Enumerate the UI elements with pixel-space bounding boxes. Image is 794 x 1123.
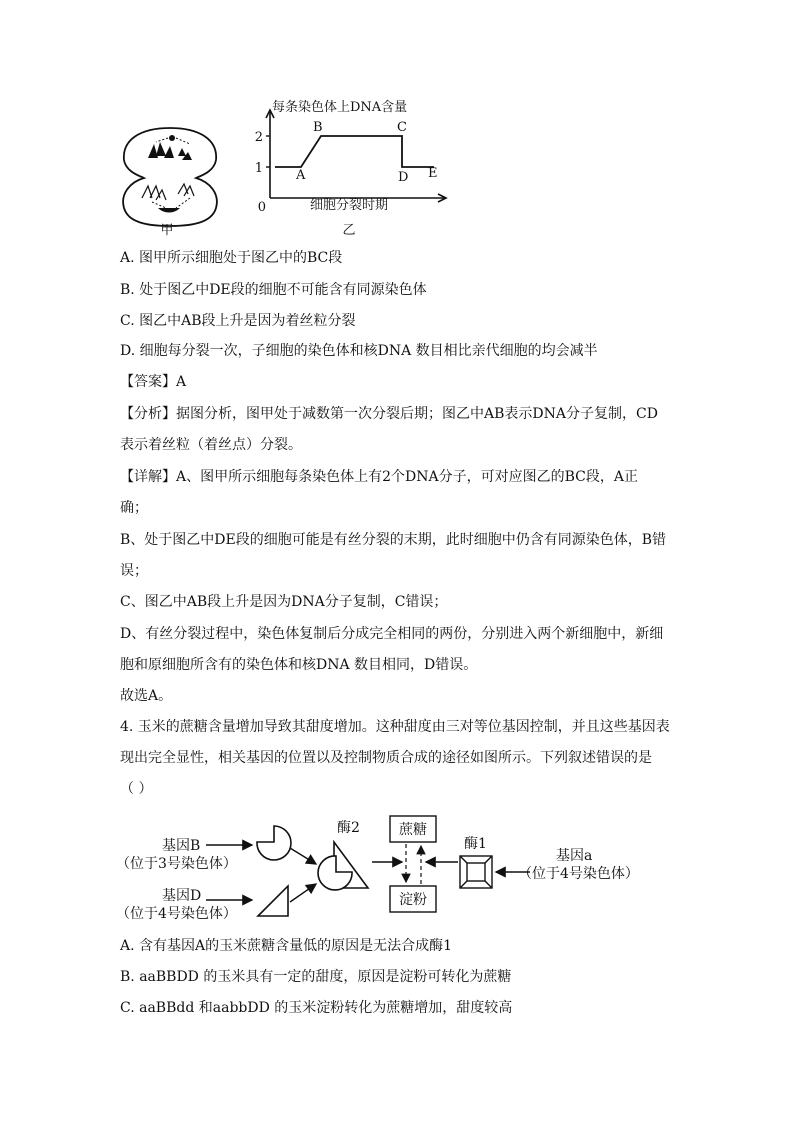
y-axis-title: 每条染色体上DNA含量	[272, 100, 408, 115]
enzyme-1-label: 酶1	[464, 836, 487, 852]
q3-option-c: C. 图乙中AB段上升是因为着丝粒分裂	[120, 313, 356, 329]
q4-stem-line-3: （ ）	[120, 781, 153, 797]
q3-answer: 【答案】A	[120, 374, 187, 390]
sucrose-label: 蔗糖	[399, 822, 427, 838]
point-label-c: C	[397, 120, 407, 135]
point-label-b: B	[313, 120, 323, 135]
point-label-e: E	[428, 166, 438, 181]
q3-option-b: B. 处于图乙中DE段的细胞不可能含有同源染色体	[120, 282, 427, 298]
y-tick-label: 2	[254, 130, 263, 145]
gene-d-product-shape	[258, 886, 288, 916]
point-label-d: D	[398, 170, 409, 185]
gene-b-label: 基因B	[162, 838, 201, 854]
point-label-a: A	[296, 168, 306, 183]
q3-analysis-line-1: 【分析】据图分析，图甲处于减数第一次分裂后期；图乙中AB表示DNA分子复制，CD	[120, 406, 658, 422]
q4-stem-line-1: 4. 玉米的蔗糖含量增加导致其甜度增加。这种甜度由三对等位基因控制，并且这些基因表	[120, 719, 670, 735]
q3-detail-line-1: 【详解】A、图甲所示细胞每条染色体上有2个DNA分子，可对应图乙的BC段，A正	[120, 469, 638, 485]
q3-analysis-line-2: 表示着丝粒（着丝点）分裂。	[120, 437, 302, 453]
q3-detail-line-6: D、有丝分裂过程中，染色体复制后分成完全相同的两份，分别进入两个新细胞中，新细	[120, 626, 664, 642]
gene-b-location: （位于3号染色体）	[116, 856, 237, 872]
gene-pathway-diagram	[110, 812, 670, 930]
q3-detail-line-8: 故选A。	[120, 688, 173, 704]
q3-option-d: D. 细胞每分裂一次，子细胞的染色体和核DNA 数目相比亲代细胞的均会减半	[120, 343, 598, 359]
y-tick-label: 1	[254, 161, 263, 176]
origin-label: 0	[257, 200, 266, 215]
enzyme-2-label: 酶2	[337, 820, 360, 836]
cell-diagram	[123, 128, 217, 226]
q4-option-a: A. 含有基因A的玉米蔗糖含量低的原因是无法合成酶1	[120, 938, 453, 954]
q4-option-b: B. aaBBDD 的玉米具有一定的甜度，原因是淀粉可转化为蔗糖	[120, 969, 512, 985]
q3-detail-line-3: B、处于图乙中DE段的细胞可能是有丝分裂的末期，此时细胞中仍含有同源染色体，B错	[120, 532, 667, 548]
cell-label: 甲	[160, 223, 174, 238]
q3-detail-line-5: C、图乙中AB段上升是因为DNA分子复制，C错误；	[120, 594, 448, 610]
gene-d-label: 基因D	[162, 888, 202, 904]
gene-b-product-shape	[257, 826, 291, 860]
q3-option-a: A. 图甲所示细胞处于图乙中的BC段	[120, 250, 343, 266]
dna-content-line	[275, 136, 434, 167]
enzyme-1-shape	[460, 856, 492, 888]
gene-a-location: （位于4号染色体）	[518, 866, 639, 882]
starch-label: 淀粉	[399, 892, 427, 908]
x-axis-title: 细胞分裂时期	[310, 198, 389, 213]
chart-axes	[266, 110, 446, 202]
gene-d-location: （位于4号染色体）	[116, 906, 237, 922]
q3-detail-line-2: 确；	[120, 500, 148, 516]
figure-cell-and-chart	[110, 98, 460, 240]
q4-stem-line-2: 现出完全显性，相关基因的位置以及控制物质合成的途径如图所示。下列叙述错误的是	[120, 750, 652, 766]
gene-a-label: 基因a	[556, 848, 593, 864]
q3-detail-line-4: 误；	[120, 563, 148, 579]
q3-detail-line-7: 胞和原细胞所含有的染色体和核DNA 数目相同，D错误。	[120, 657, 478, 673]
q4-option-c: C. aaBBdd 和aabbDD 的玉米淀粉转化为蔗糖增加，甜度较高	[120, 1000, 513, 1016]
chart-label: 乙	[342, 223, 356, 238]
